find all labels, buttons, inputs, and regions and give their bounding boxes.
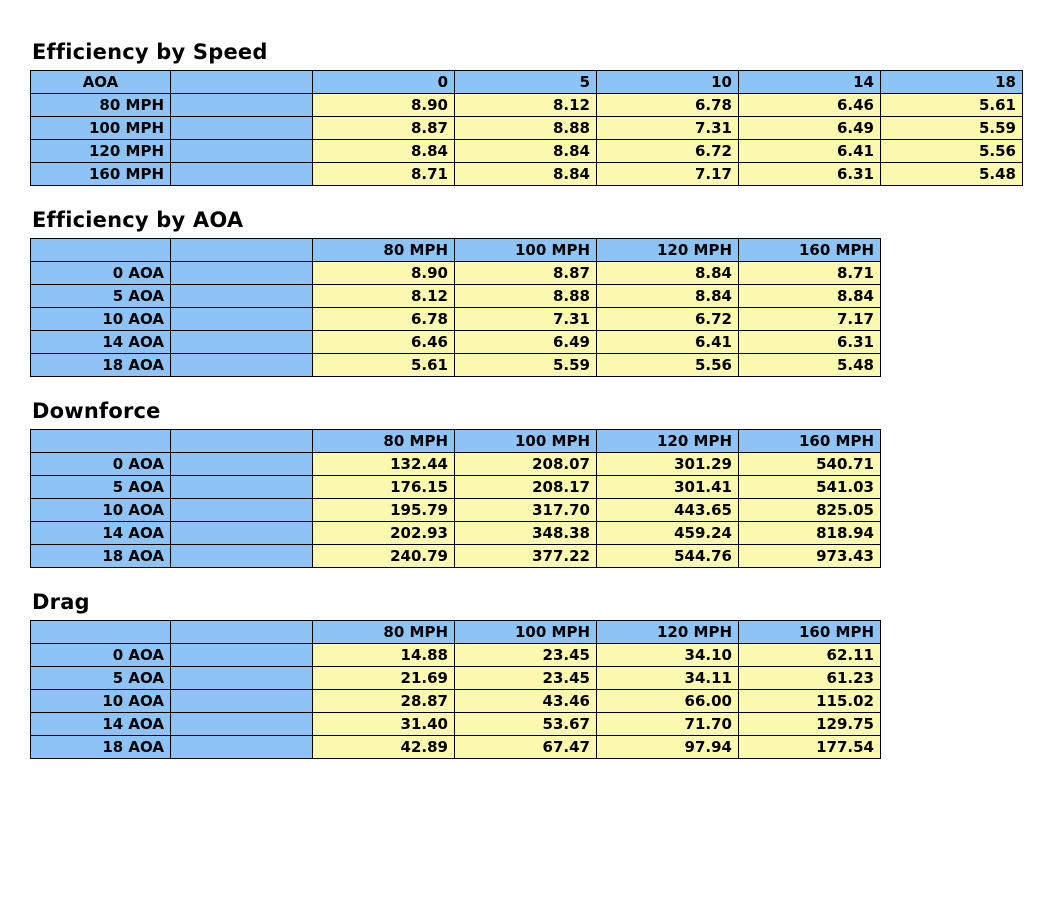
- data-cell: 818.94: [739, 522, 881, 545]
- row-spacer-cell: [171, 545, 313, 568]
- data-table: [30, 620, 881, 759]
- row-header: 5 AOA: [31, 285, 171, 308]
- row-spacer-cell: [171, 690, 313, 713]
- table-row: [31, 331, 881, 354]
- data-cell: 6.72: [597, 140, 739, 163]
- data-cell: 43.46: [455, 690, 597, 713]
- row-spacer-cell: [171, 117, 313, 140]
- data-cell: 5.61: [313, 354, 455, 377]
- table-row: [31, 117, 1023, 140]
- column-header: 5: [455, 71, 597, 94]
- column-header: 100 MPH: [455, 621, 597, 644]
- table-row: [31, 262, 881, 285]
- table-row: [31, 354, 881, 377]
- data-cell: 317.70: [455, 499, 597, 522]
- column-header: 10: [597, 71, 739, 94]
- data-cell: 21.69: [313, 667, 455, 690]
- data-cell: 5.59: [455, 354, 597, 377]
- sections-container: [30, 40, 1047, 759]
- row-header: 80 MPH: [31, 94, 171, 117]
- data-cell: 23.45: [455, 644, 597, 667]
- column-header: 100 MPH: [455, 239, 597, 262]
- column-header: 80 MPH: [313, 239, 455, 262]
- column-header: 120 MPH: [597, 430, 739, 453]
- section-title: Drag: [32, 590, 90, 614]
- row-header: 0 AOA: [31, 453, 171, 476]
- data-cell: 208.17: [455, 476, 597, 499]
- section-title: Efficiency by AOA: [32, 208, 244, 232]
- data-cell: 8.84: [597, 262, 739, 285]
- row-header: 120 MPH: [31, 140, 171, 163]
- table-section: [30, 208, 1047, 377]
- column-header: 100 MPH: [455, 430, 597, 453]
- data-cell: 377.22: [455, 545, 597, 568]
- row-spacer-cell: [171, 163, 313, 186]
- row-spacer-cell: [171, 285, 313, 308]
- data-cell: 62.11: [739, 644, 881, 667]
- row-spacer-cell: [171, 476, 313, 499]
- data-cell: 97.94: [597, 736, 739, 759]
- data-cell: 8.71: [313, 163, 455, 186]
- row-spacer-cell: [171, 499, 313, 522]
- data-cell: 177.54: [739, 736, 881, 759]
- data-cell: 7.31: [597, 117, 739, 140]
- data-cell: 301.29: [597, 453, 739, 476]
- row-header: 5 AOA: [31, 667, 171, 690]
- corner-header: [31, 239, 171, 262]
- data-cell: 115.02: [739, 690, 881, 713]
- data-cell: 8.87: [455, 262, 597, 285]
- table-row: [31, 163, 1023, 186]
- data-cell: 6.46: [739, 94, 881, 117]
- table-row: [31, 140, 1023, 163]
- header-spacer-cell: [171, 239, 313, 262]
- data-cell: 195.79: [313, 499, 455, 522]
- data-cell: 973.43: [739, 545, 881, 568]
- row-header: 18 AOA: [31, 736, 171, 759]
- table-section: [30, 40, 1047, 186]
- data-cell: 28.87: [313, 690, 455, 713]
- row-spacer-cell: [171, 140, 313, 163]
- column-header: 120 MPH: [597, 621, 739, 644]
- data-cell: 541.03: [739, 476, 881, 499]
- row-header: 160 MPH: [31, 163, 171, 186]
- data-cell: 66.00: [597, 690, 739, 713]
- data-cell: 5.48: [739, 354, 881, 377]
- table-row: [31, 285, 881, 308]
- data-cell: 202.93: [313, 522, 455, 545]
- data-cell: 132.44: [313, 453, 455, 476]
- row-spacer-cell: [171, 354, 313, 377]
- data-cell: 8.84: [455, 140, 597, 163]
- column-header: 160 MPH: [739, 239, 881, 262]
- data-cell: 14.88: [313, 644, 455, 667]
- table-row: [31, 690, 881, 713]
- data-cell: 6.78: [597, 94, 739, 117]
- table-header-row: [31, 239, 881, 262]
- data-cell: 348.38: [455, 522, 597, 545]
- row-header: 0 AOA: [31, 644, 171, 667]
- table-header-row: [31, 430, 881, 453]
- table-header-row: [31, 71, 1023, 94]
- column-header: 80 MPH: [313, 430, 455, 453]
- table-row: [31, 499, 881, 522]
- data-cell: 6.72: [597, 308, 739, 331]
- column-header: 18: [881, 71, 1023, 94]
- column-header: 160 MPH: [739, 430, 881, 453]
- data-cell: 6.49: [739, 117, 881, 140]
- column-header: 160 MPH: [739, 621, 881, 644]
- data-cell: 129.75: [739, 713, 881, 736]
- data-cell: 61.23: [739, 667, 881, 690]
- data-cell: 176.15: [313, 476, 455, 499]
- data-cell: 42.89: [313, 736, 455, 759]
- data-cell: 6.41: [739, 140, 881, 163]
- table-row: [31, 545, 881, 568]
- data-cell: 6.31: [739, 163, 881, 186]
- data-cell: 34.11: [597, 667, 739, 690]
- data-cell: 8.84: [313, 140, 455, 163]
- data-cell: 8.87: [313, 117, 455, 140]
- data-cell: 5.59: [881, 117, 1023, 140]
- row-header: 14 AOA: [31, 331, 171, 354]
- table-row: [31, 644, 881, 667]
- data-cell: 301.41: [597, 476, 739, 499]
- data-cell: 8.71: [739, 262, 881, 285]
- data-cell: 540.71: [739, 453, 881, 476]
- data-cell: 6.49: [455, 331, 597, 354]
- column-header: 80 MPH: [313, 621, 455, 644]
- data-table: [30, 70, 1023, 186]
- corner-header: AOA: [31, 71, 171, 94]
- row-header: 18 AOA: [31, 545, 171, 568]
- data-cell: 8.12: [455, 94, 597, 117]
- table-section: [30, 590, 1047, 759]
- data-table: [30, 238, 881, 377]
- data-cell: 8.84: [739, 285, 881, 308]
- data-cell: 6.78: [313, 308, 455, 331]
- data-cell: 6.46: [313, 331, 455, 354]
- corner-header: [31, 430, 171, 453]
- row-spacer-cell: [171, 308, 313, 331]
- data-cell: 240.79: [313, 545, 455, 568]
- header-spacer-cell: [171, 621, 313, 644]
- data-cell: 8.90: [313, 94, 455, 117]
- data-cell: 53.67: [455, 713, 597, 736]
- row-header: 5 AOA: [31, 476, 171, 499]
- row-spacer-cell: [171, 522, 313, 545]
- data-cell: 67.47: [455, 736, 597, 759]
- data-cell: 34.10: [597, 644, 739, 667]
- data-table: [30, 429, 881, 568]
- row-header: 18 AOA: [31, 354, 171, 377]
- data-cell: 459.24: [597, 522, 739, 545]
- row-header: 14 AOA: [31, 522, 171, 545]
- corner-header: [31, 621, 171, 644]
- data-cell: 443.65: [597, 499, 739, 522]
- row-spacer-cell: [171, 94, 313, 117]
- column-header: 120 MPH: [597, 239, 739, 262]
- section-title: Downforce: [32, 399, 161, 423]
- data-cell: 208.07: [455, 453, 597, 476]
- data-cell: 5.56: [597, 354, 739, 377]
- data-cell: 825.05: [739, 499, 881, 522]
- data-cell: 6.41: [597, 331, 739, 354]
- table-row: [31, 522, 881, 545]
- header-spacer-cell: [171, 430, 313, 453]
- table-row: [31, 308, 881, 331]
- row-spacer-cell: [171, 667, 313, 690]
- data-cell: 8.90: [313, 262, 455, 285]
- table-section: [30, 399, 1047, 568]
- row-spacer-cell: [171, 736, 313, 759]
- data-cell: 7.31: [455, 308, 597, 331]
- data-cell: 8.12: [313, 285, 455, 308]
- data-cell: 5.48: [881, 163, 1023, 186]
- table-row: [31, 713, 881, 736]
- row-spacer-cell: [171, 453, 313, 476]
- data-cell: 544.76: [597, 545, 739, 568]
- row-header: 0 AOA: [31, 262, 171, 285]
- table-row: [31, 736, 881, 759]
- column-header: 14: [739, 71, 881, 94]
- table-row: [31, 667, 881, 690]
- table-row: [31, 94, 1023, 117]
- row-header: 10 AOA: [31, 499, 171, 522]
- data-cell: 71.70: [597, 713, 739, 736]
- row-spacer-cell: [171, 644, 313, 667]
- row-spacer-cell: [171, 331, 313, 354]
- data-cell: 8.84: [455, 163, 597, 186]
- data-cell: 5.56: [881, 140, 1023, 163]
- row-spacer-cell: [171, 713, 313, 736]
- data-cell: 6.31: [739, 331, 881, 354]
- row-header: 14 AOA: [31, 713, 171, 736]
- header-spacer-cell: [171, 71, 313, 94]
- row-spacer-cell: [171, 262, 313, 285]
- table-row: [31, 476, 881, 499]
- table-header-row: [31, 621, 881, 644]
- data-cell: 23.45: [455, 667, 597, 690]
- data-cell: 7.17: [739, 308, 881, 331]
- data-cell: 7.17: [597, 163, 739, 186]
- data-cell: 8.88: [455, 117, 597, 140]
- row-header: 100 MPH: [31, 117, 171, 140]
- column-header: 0: [313, 71, 455, 94]
- table-row: [31, 453, 881, 476]
- row-header: 10 AOA: [31, 308, 171, 331]
- data-cell: 8.84: [597, 285, 739, 308]
- data-cell: 8.88: [455, 285, 597, 308]
- section-title: Efficiency by Speed: [32, 40, 268, 64]
- row-header: 10 AOA: [31, 690, 171, 713]
- data-cell: 5.61: [881, 94, 1023, 117]
- data-cell: 31.40: [313, 713, 455, 736]
